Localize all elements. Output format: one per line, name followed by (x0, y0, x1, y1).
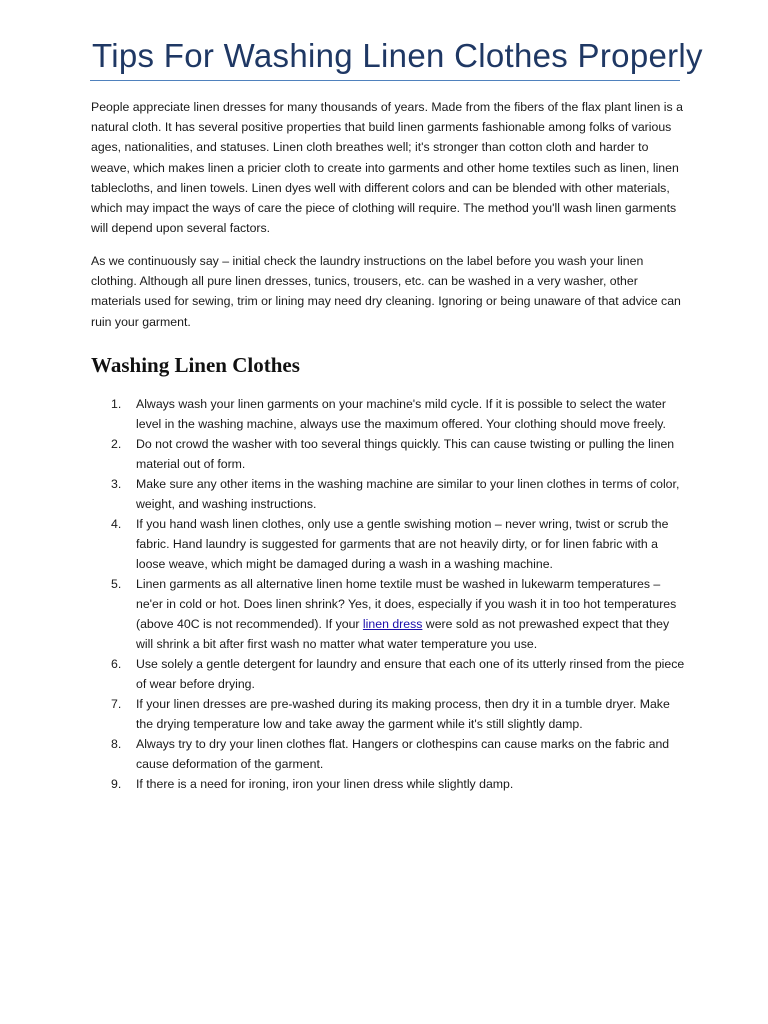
list-item-text: If your linen dresses are pre-washed during its making process, then dry it in a tumble dryer. Make the drying temperature low and take away the garment while it's still slightly damp. (136, 697, 670, 731)
list-item (91, 394, 687, 434)
list-number: 9. (111, 777, 122, 791)
list-item-text: Always wash your linen garments on your machine's mild cycle. If it is possible to select the water level in the washing machine, always use the maximum offered. Your clothing should move freely. (136, 397, 666, 431)
list-item (91, 694, 687, 734)
list-item-text: If you hand wash linen clothes, only use a gentle swishing motion – never wring, twist or scrub the fabric. Hand laundry is suggested for garments that are not heavily dirty, or for linen fabric with a loose weave, which might be damaged during a wash in a washing machine. (136, 517, 669, 571)
list-item-text-after-link: were sold as not prewashed expect that they will shrink a bit after first wash no matter what water temperature you use. (136, 617, 670, 651)
list-item (91, 734, 687, 774)
list-item (91, 574, 687, 654)
list-item-text (136, 577, 676, 651)
list-number: 8. (111, 737, 122, 751)
list-number: 5. (111, 577, 122, 591)
list-item (91, 514, 687, 574)
title-underline (90, 80, 680, 81)
list-number: 7. (111, 697, 122, 711)
document-title: Tips For Washing Linen Clothes Properly (92, 37, 703, 74)
intro-paragraph: People appreciate linen dresses for many thousands of years. Made from the fibers of the flax plant linen is a natural cloth. It has several positive properties that build linen garments fashionable among folks of various ages, nationalities, and statuses. Linen cloth breathes well; it's stronger than cotton cloth and harder to weave, which makes linen a pricier cloth to create into garments and other home textiles such as linen, linen tablecloths, and linen towels. Linen dyes well with different colors and can be blended with other materials, which may impact the ways of care the piece of clothing will require. The method you'll wash linen garments will depend upon several factors. (91, 100, 683, 236)
list-item-text-before-link: Linen garments as all alternative linen home textile must be washed in lukewarm temperatures – ne'er in cold or hot. Does linen shrink? Yes, it does, especially if you wash it in too hot temperatures (above 40C is not recommended). If your (136, 577, 677, 631)
list-item-text: Make sure any other items in the washing machine are similar to your linen clothes in terms of color, weight, and washing instructions. (136, 477, 680, 511)
list-number: 6. (111, 657, 122, 671)
list-item-text: If there is a need for ironing, iron your linen dress while slightly damp. (136, 777, 514, 791)
list-item (91, 474, 687, 514)
list-number: 2. (111, 437, 122, 451)
list-item (91, 654, 687, 694)
laundry-label-paragraph: As we continuously say – initial check the laundry instructions on the label before you wash your linen clothing. Although all pure linen dresses, tunics, trousers, etc. can be washed in a very washer, other materials used for sewing, trim or lining may need dry cleaning. Ignoring or being unaware of that advice can ruin your garment. (91, 254, 681, 329)
list-item (91, 434, 687, 474)
list-item-text: Always try to dry your linen clothes flat. Hangers or clothespins can cause marks on the fabric and cause deformation of the garment. (136, 737, 670, 771)
list-item-text: Use solely a gentle detergent for laundry and ensure that each one of its utterly rinsed from the piece of wear before drying. (136, 657, 685, 691)
list-item (91, 774, 687, 794)
list-item-text: Do not crowd the washer with too several things quickly. This can cause twisting or pulling the linen material out of form. (136, 437, 675, 471)
section-heading: Washing Linen Clothes (91, 353, 300, 377)
list-number: 1. (111, 397, 122, 411)
list-number: 3. (111, 477, 122, 491)
washing-tips-list (91, 394, 687, 794)
list-number: 4. (111, 517, 122, 531)
linen-dress-link[interactable]: linen dress (362, 617, 423, 631)
